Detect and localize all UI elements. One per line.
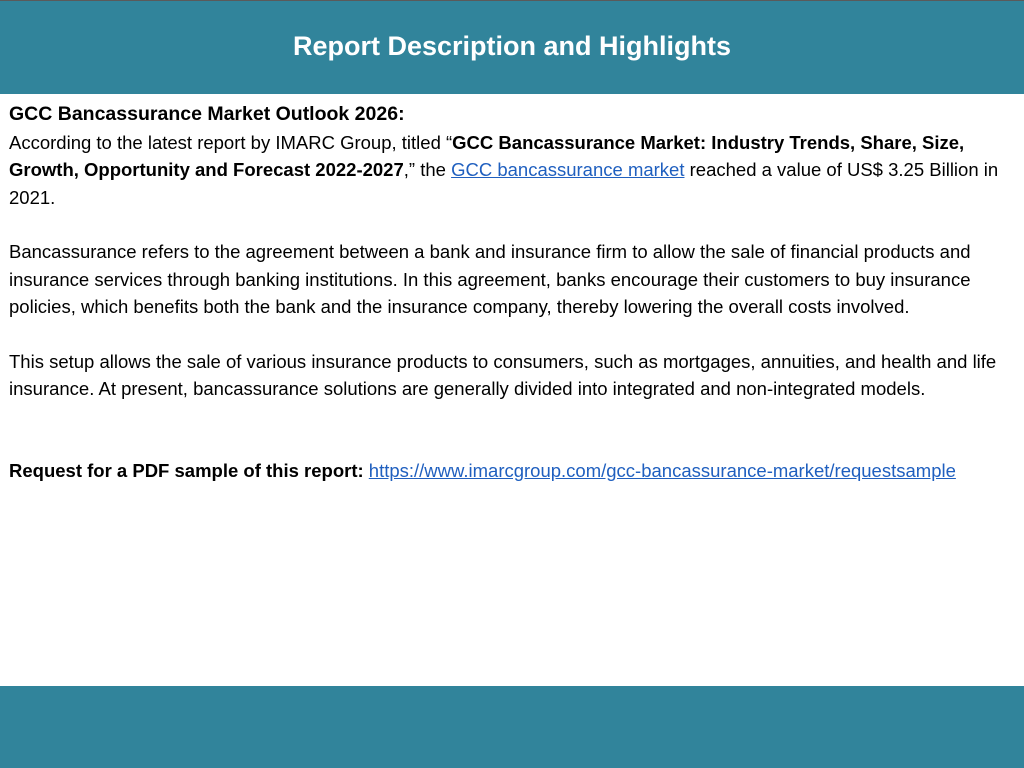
report-title: GCC Bancassurance Market: Industry Trends, Share, Size, Growth, Opportunity and Forecast 2022-2027 [9,131,965,180]
definition-paragraph: Bancassurance refers to the agreement between a bank and insurance firm to allow the sale of financial products and insurance services through banking institutions. In this agreement, banks encourage their customers to buy insurance policies, which benefits both the bank and the insurance company, thereby lowering the overall costs involved. [9,241,971,317]
paragraph-spacer [9,403,1015,457]
report-description [9,101,1015,484]
request-label: Request for a PDF sample of this report: [9,459,364,481]
intro-text: According to the latest report by IMARC Group, titled “ [9,131,453,153]
market-link[interactable]: GCC bancassurance market [451,159,685,180]
header-banner [0,0,1024,94]
request-sample-link[interactable]: https://www.imarcgroup.com/gcc-bancassurance-market/requestsample [368,459,956,481]
footer-banner [0,686,1024,768]
after-title-text: ,” the [403,159,452,180]
section-title: GCC Bancassurance Market Outlook 2026: [9,103,405,125]
paragraph-spacer [9,211,1015,238]
request-paragraph [9,457,1015,485]
paragraph-spacer [9,321,1015,348]
intro-paragraph [9,129,1015,212]
page-title: Report Description and Highlights [292,31,731,61]
value-text: reached a value of US$ 3.25 Billion in 2021. [9,159,999,208]
setup-paragraph: This setup allows the sale of various insurance products to consumers, such as mortgages, annuities, and health and life insurance. At present, bancassurance solutions are generally divided into integrated and non-integrated models. [9,350,997,399]
